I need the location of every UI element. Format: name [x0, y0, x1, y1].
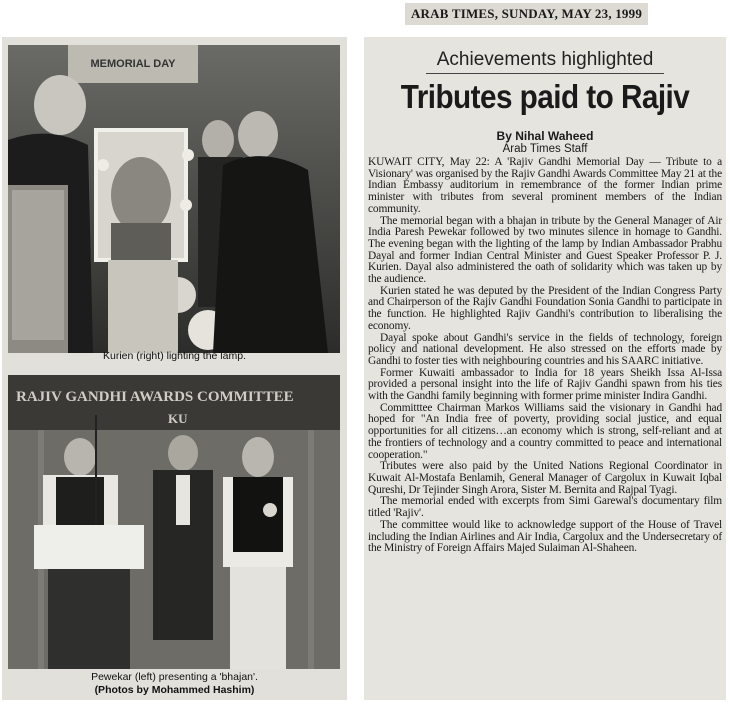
article-body — [368, 157, 722, 555]
article-paragraph: The committee would like to acknowledge support of the House of Travel including the Indian Airlines and Air India, Cargolux and the Undersecretary of the Ministry of Foreign Affairs Majed Sulaiman Al-Shaheen. — [368, 518, 722, 555]
photo1-caption: Kurien (right) lighting the lamp. — [103, 350, 246, 362]
photo2-caption-text: Pewekar (left) presenting a 'bhajan'. — [91, 671, 258, 683]
backdrop-banner-text: RAJIV GANDHI AWARDS COMMITTEE — [16, 389, 294, 405]
dateline: ARAB TIMES, SUNDAY, MAY 23, 1999 — [405, 3, 648, 25]
lamp-lighting-photo — [8, 45, 340, 353]
banner-text: MEMORIAL DAY — [90, 58, 176, 70]
article-byline-staff: Arab Times Staff — [502, 143, 588, 155]
article-paragraph: Tributes were also paid by the United Nations Regional Coordinator in Kuwait Al-Mostafa Benlamih, General Manager of Cargolux in Kuwait Iqbal Qureshi, Dr Tejinder Singh Arora, Sister M. Bernita and Rajpal Tyagi. — [368, 460, 722, 496]
article-paragraph: Committtee Chairman Markos Williams said the visionary in Gandhi had hoped for "An India free of poverty, providing social justice, and equal opportunities for all citizens…an economy which is strong, self-reliant and at the frontiers of technology and a country committed to peace and international cooperation." — [368, 401, 722, 461]
bhajan-illustration — [8, 375, 340, 669]
article-paragraph: KUWAIT CITY, May 22: A 'Rajiv Gandhi Memorial Day — Tribute to a Visionary' was organised by the Rajiv Gandhi Awards Committee May 21 at the Indian Embassy auditorium in remembrance of the former Indian prime minister with tributes from several prominent members of the Indian community. — [368, 156, 722, 215]
article — [364, 37, 726, 700]
backdrop-banner-text-2: KU — [168, 411, 188, 426]
bhajan-presentation-photo — [8, 375, 340, 669]
photo2-caption — [2, 671, 347, 697]
article-byline: By Nihal Waheed — [496, 129, 594, 143]
article-paragraph: Kurien stated he was deputed by the President of the Indian Congress Party and Chairperson of the Rajiv Gandhi Foundation Sonia Gandhi to participate in the function. He highlighted Rajiv Gandhi's contribution to liberalising the economy. — [368, 284, 722, 332]
kicker-rule — [426, 73, 664, 74]
article-paragraph: Dayal spoke about Gandhi's service in the fields of technology, foreign policy and national development. He also stressed on the efforts made by Gandhi to foster ties with neighbouring countries and his SAARC initiative. — [368, 331, 722, 367]
article-paragraph: The memorial began with a bhajan in tribute by the General Manager of Air India Paresh Pewekar followed by two minutes silence in homage to Gandhi. The evening began with the lighting of the lamp by Indian Ambassador Prabhu Dayal and former Indian Central Minister and Guest Speaker Professor P. J. Kurien. Dayal also administered the oath of solidarity which was taken up by the audience. — [368, 214, 722, 286]
lamp-lighting-illustration — [8, 45, 340, 353]
article-headline: Tributes paid to Rajiv — [400, 78, 690, 115]
article-kicker: Achievements highlighted — [436, 49, 654, 70]
article-paragraph: Former Kuwaiti ambassador to India for 18 years Sheikh Issa Al-Issa provided a personal insight into the life of Rajiv Gandhi spawn from his ties with the Gandhi family beginning with former prime minister Indira Gandhi. — [368, 366, 722, 403]
photo-credit: (Photos by Mohammed Hashim) — [94, 684, 255, 696]
article-paragraph: The memorial ended with excerpts from Simi Garewal's documentary film titled 'Rajiv'. — [368, 495, 722, 520]
photo-column — [2, 37, 347, 700]
